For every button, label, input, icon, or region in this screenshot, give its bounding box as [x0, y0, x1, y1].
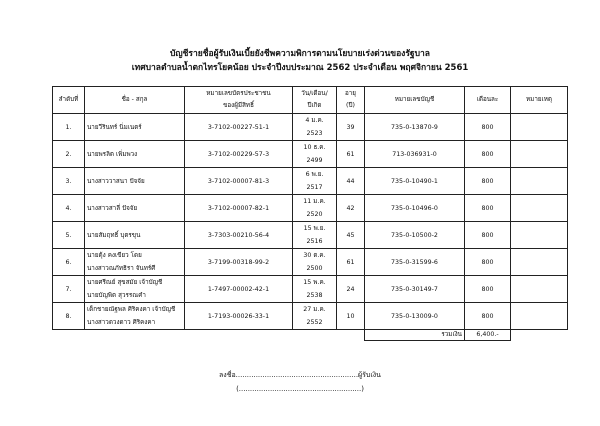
row-date	[293, 222, 337, 249]
row-date-line2: 2517	[306, 184, 323, 191]
row-name-line1: เด็กชายณัฐพล ศิริคงคา เจ้าบัญชี	[87, 306, 176, 313]
table-row	[53, 222, 568, 249]
signature-line: ลงชื่อ.......................................................ผู้รับเงิน	[219, 371, 381, 379]
table-row	[53, 276, 568, 303]
row-note	[511, 303, 568, 330]
row-age: 24	[337, 276, 365, 303]
row-name	[85, 303, 185, 330]
row-note	[511, 195, 568, 222]
row-account: 735-0-31599-6	[365, 249, 465, 276]
row-note	[511, 249, 568, 276]
row-date-line2: 2538	[306, 292, 323, 299]
header-age-line2: (ปี)	[346, 102, 355, 109]
row-no: 5.	[53, 222, 85, 249]
table-row	[53, 303, 568, 330]
header-date-line1: วัน/เดือน/	[301, 90, 328, 97]
row-date-line2: 2516	[306, 238, 323, 245]
row-amount: 800	[465, 141, 511, 168]
row-amount: 800	[465, 276, 511, 303]
row-age: 42	[337, 195, 365, 222]
row-no: 6.	[53, 249, 85, 276]
total-value: 6,400.-	[465, 330, 511, 341]
row-age: 39	[337, 114, 365, 141]
row-note	[511, 141, 568, 168]
row-no: 2.	[53, 141, 85, 168]
row-age: 61	[337, 141, 365, 168]
row-date	[293, 276, 337, 303]
row-no: 4.	[53, 195, 85, 222]
row-date	[293, 195, 337, 222]
row-name	[85, 249, 185, 276]
table-row	[53, 141, 568, 168]
header-note: หมายเหตุ	[511, 87, 568, 114]
row-amount: 800	[465, 195, 511, 222]
row-date-line2: 2523	[306, 130, 323, 137]
row-note	[511, 222, 568, 249]
row-date-line2: 2500	[306, 265, 323, 272]
row-amount: 800	[465, 168, 511, 195]
header-id-line2: ของผู้มีสิทธิ์	[223, 102, 254, 109]
row-date-line1: 11 ม.ค.	[303, 198, 326, 205]
row-no: 8.	[53, 303, 85, 330]
table-row	[53, 249, 568, 276]
row-name	[85, 141, 185, 168]
row-no: 3.	[53, 168, 85, 195]
row-account: 735-0-13870-9	[365, 114, 465, 141]
table-row	[53, 168, 568, 195]
row-name	[85, 168, 185, 195]
row-date	[293, 303, 337, 330]
row-account: 713-036931-0	[365, 141, 465, 168]
row-name-line1: นายตุ้ง คงเขียว โดย	[87, 252, 142, 259]
row-id: 3-7102-00007-81-3	[185, 168, 293, 195]
row-name	[85, 195, 185, 222]
row-age: 44	[337, 168, 365, 195]
row-date-line2: 2552	[306, 319, 323, 326]
row-note	[511, 168, 568, 195]
table-row	[53, 114, 568, 141]
row-age: 61	[337, 249, 365, 276]
row-name-line1: นายพรลิต เพิ่มพวง	[87, 150, 138, 158]
row-date-line1: 30 ต.ค.	[303, 252, 326, 259]
row-account: 735-0-10490-1	[365, 168, 465, 195]
row-date-line1: 6 พ.ย.	[305, 171, 324, 178]
row-name-line1: นายวีรินทร์ นิ่มเนตร์	[87, 123, 142, 131]
row-age: 10	[337, 303, 365, 330]
row-date-line1: 4 ม.ค.	[305, 117, 324, 124]
row-date	[293, 168, 337, 195]
row-name-line2: นายบัญพิต สุวรรณคำ	[87, 292, 146, 299]
header-no: ลำดับที่	[53, 87, 85, 114]
row-date-line1: 27 ม.ค.	[303, 306, 326, 313]
row-id: 3-7102-00229-57-3	[185, 141, 293, 168]
row-id: 3-7102-00007-82-1	[185, 195, 293, 222]
row-name-line1: นางสาวสาลี่ ปัจจัย	[87, 204, 138, 212]
row-name	[85, 276, 185, 303]
row-date-line1: 10 ธ.ค.	[303, 144, 326, 151]
row-amount: 800	[465, 114, 511, 141]
signature-name-line: (.......................................................)	[236, 385, 364, 393]
row-date	[293, 249, 337, 276]
row-amount: 800	[465, 249, 511, 276]
row-date-line2: 2499	[306, 157, 323, 164]
row-name-line1: นางสาววาสนา ปัจจัย	[87, 177, 145, 185]
row-amount: 800	[465, 222, 511, 249]
row-account: 735-0-10500-2	[365, 222, 465, 249]
row-name	[85, 222, 185, 249]
row-date-line1: 15 พ.ย.	[303, 225, 326, 232]
row-id: 1-7497-00002-42-1	[185, 276, 293, 303]
row-note	[511, 276, 568, 303]
row-account: 735-0-30149-7	[365, 276, 465, 303]
header-age-line1: อายุ	[344, 90, 356, 97]
row-age: 45	[337, 222, 365, 249]
total-label: รวมเงิน	[365, 330, 465, 341]
document-title: บัญชีรายชื่อผู้รับเงินเบี้ยยังชีพความพิการตามนโยบายเร่งด่วนของรัฐบาล	[170, 49, 430, 59]
total-row	[53, 330, 568, 341]
row-name	[85, 114, 185, 141]
row-id: 1-7193-00026-33-1	[185, 303, 293, 330]
row-note	[511, 114, 568, 141]
header-date-line2: ปีเกิด	[307, 102, 322, 109]
row-no: 7.	[53, 276, 85, 303]
row-name-line2: นางสาวณภัทธิรา จันทร์ศี	[87, 265, 156, 272]
document-subtitle: เทศบาลตำบลน้ำตกไทรโยคน้อย ประจำปีงบประมาณ 2562 ประจำเดือน พฤศจิกายน 2561	[131, 63, 469, 73]
row-account: 735-0-10496-0	[365, 195, 465, 222]
header-id-line1: หมายเลขบัตรประชาชน	[206, 90, 271, 97]
row-date-line2: 2520	[306, 211, 323, 218]
recipients-table	[52, 86, 568, 341]
row-date-line1: 15 พ.ค.	[303, 279, 326, 286]
header-account: หมายเลขบัญชี	[365, 87, 465, 114]
row-amount: 800	[465, 303, 511, 330]
table-header-row	[53, 87, 568, 114]
row-name-line2: นางสาวดวงดาว ศิริคงคา	[87, 319, 156, 326]
header-name: ชื่อ - สกุล	[85, 87, 185, 114]
row-date	[293, 141, 337, 168]
row-id: 3-7303-00210-56-4	[185, 222, 293, 249]
header-amount: เดือนละ	[465, 87, 511, 114]
header-id	[185, 87, 293, 114]
row-id: 3-7102-00227-51-1	[185, 114, 293, 141]
table-row	[53, 195, 568, 222]
row-no: 1.	[53, 114, 85, 141]
row-date	[293, 114, 337, 141]
row-account: 735-0-13009-0	[365, 303, 465, 330]
row-name-line1: นายศรีณย์ สุขสมัย เจ้าบัญชี	[87, 279, 163, 286]
header-date	[293, 87, 337, 114]
row-name-line1: นายสัมฤทธิ์ บุตรขุน	[87, 231, 141, 239]
row-id: 3-7199-00318-99-2	[185, 249, 293, 276]
header-age	[337, 87, 365, 114]
